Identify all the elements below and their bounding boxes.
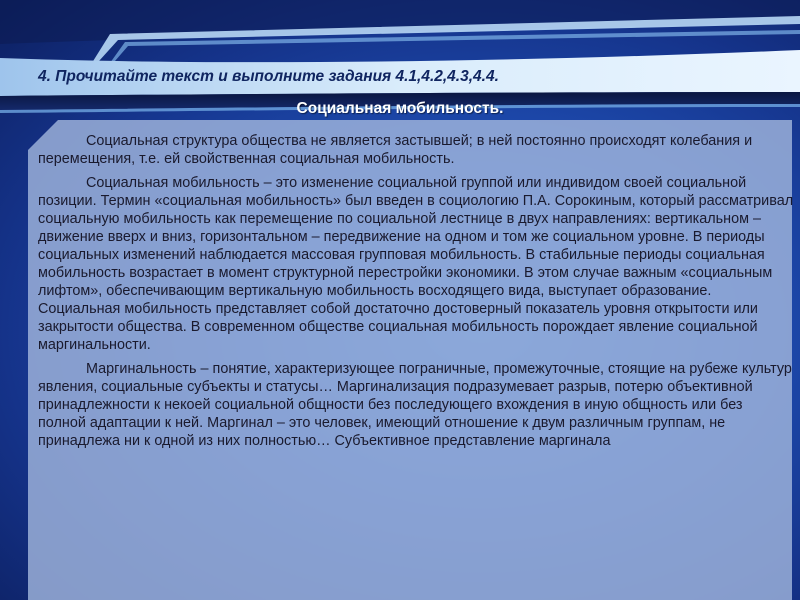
text-title: Социальная мобильность. xyxy=(296,100,504,117)
paragraph-1: Социальная структура общества не является застывшей; в ней постоянно происходят колебания и перемещения, т.е. ей свойственная социальная мобильность. xyxy=(38,133,753,167)
paragraph-2: Социальная мобильность – это изменение социальной группой или индивидом своей социальной позиции. Термин «социальная мобильность» был введен в социологию П.А. Сорокиным, который рассматривал социальную мобильность как перемещение по социальной лестнице в двух направлениях: вертикальном – движение вверх и вниз, горизонтальном – передвижение на одном и том же социальном уровне. В периоды социальных изменений наблюдается массовая групповая мобильность. В стабильные периоды социальная мобильность возрастает в момент структурной перестройки экономики. В этом случае важным «социальным лифтом», обеспечивающим вертикальную мобильность восходящего вида, выступает образование. Социальная мобильность представляет собой достаточно достоверный показатель уровня открытости или закрытости общества. В современном обществе социальная мобильность порождает явление социальной маргинальности. xyxy=(38,175,794,353)
slide-heading: 4. Прочитайте текст и выполните задания 4.1,4.2,4.3,4.4. xyxy=(38,68,499,85)
paragraph-3: Маргинальность – понятие, характеризующее пограничные, промежуточные, стоящие на рубеже культур явления, социальные субъекты и статусы… Маргинализация подразумевает разрыв, потерю объективной принадлежности к некоей социальной общности без последующего вхождения в иную общность или без полной адаптации к ней. Маргинал – это человек, имеющий отношение к двум различным группам, не принадлежа ни к одной из них полностью… Субъективное представление маргинала xyxy=(38,361,792,449)
article-body xyxy=(38,132,794,456)
